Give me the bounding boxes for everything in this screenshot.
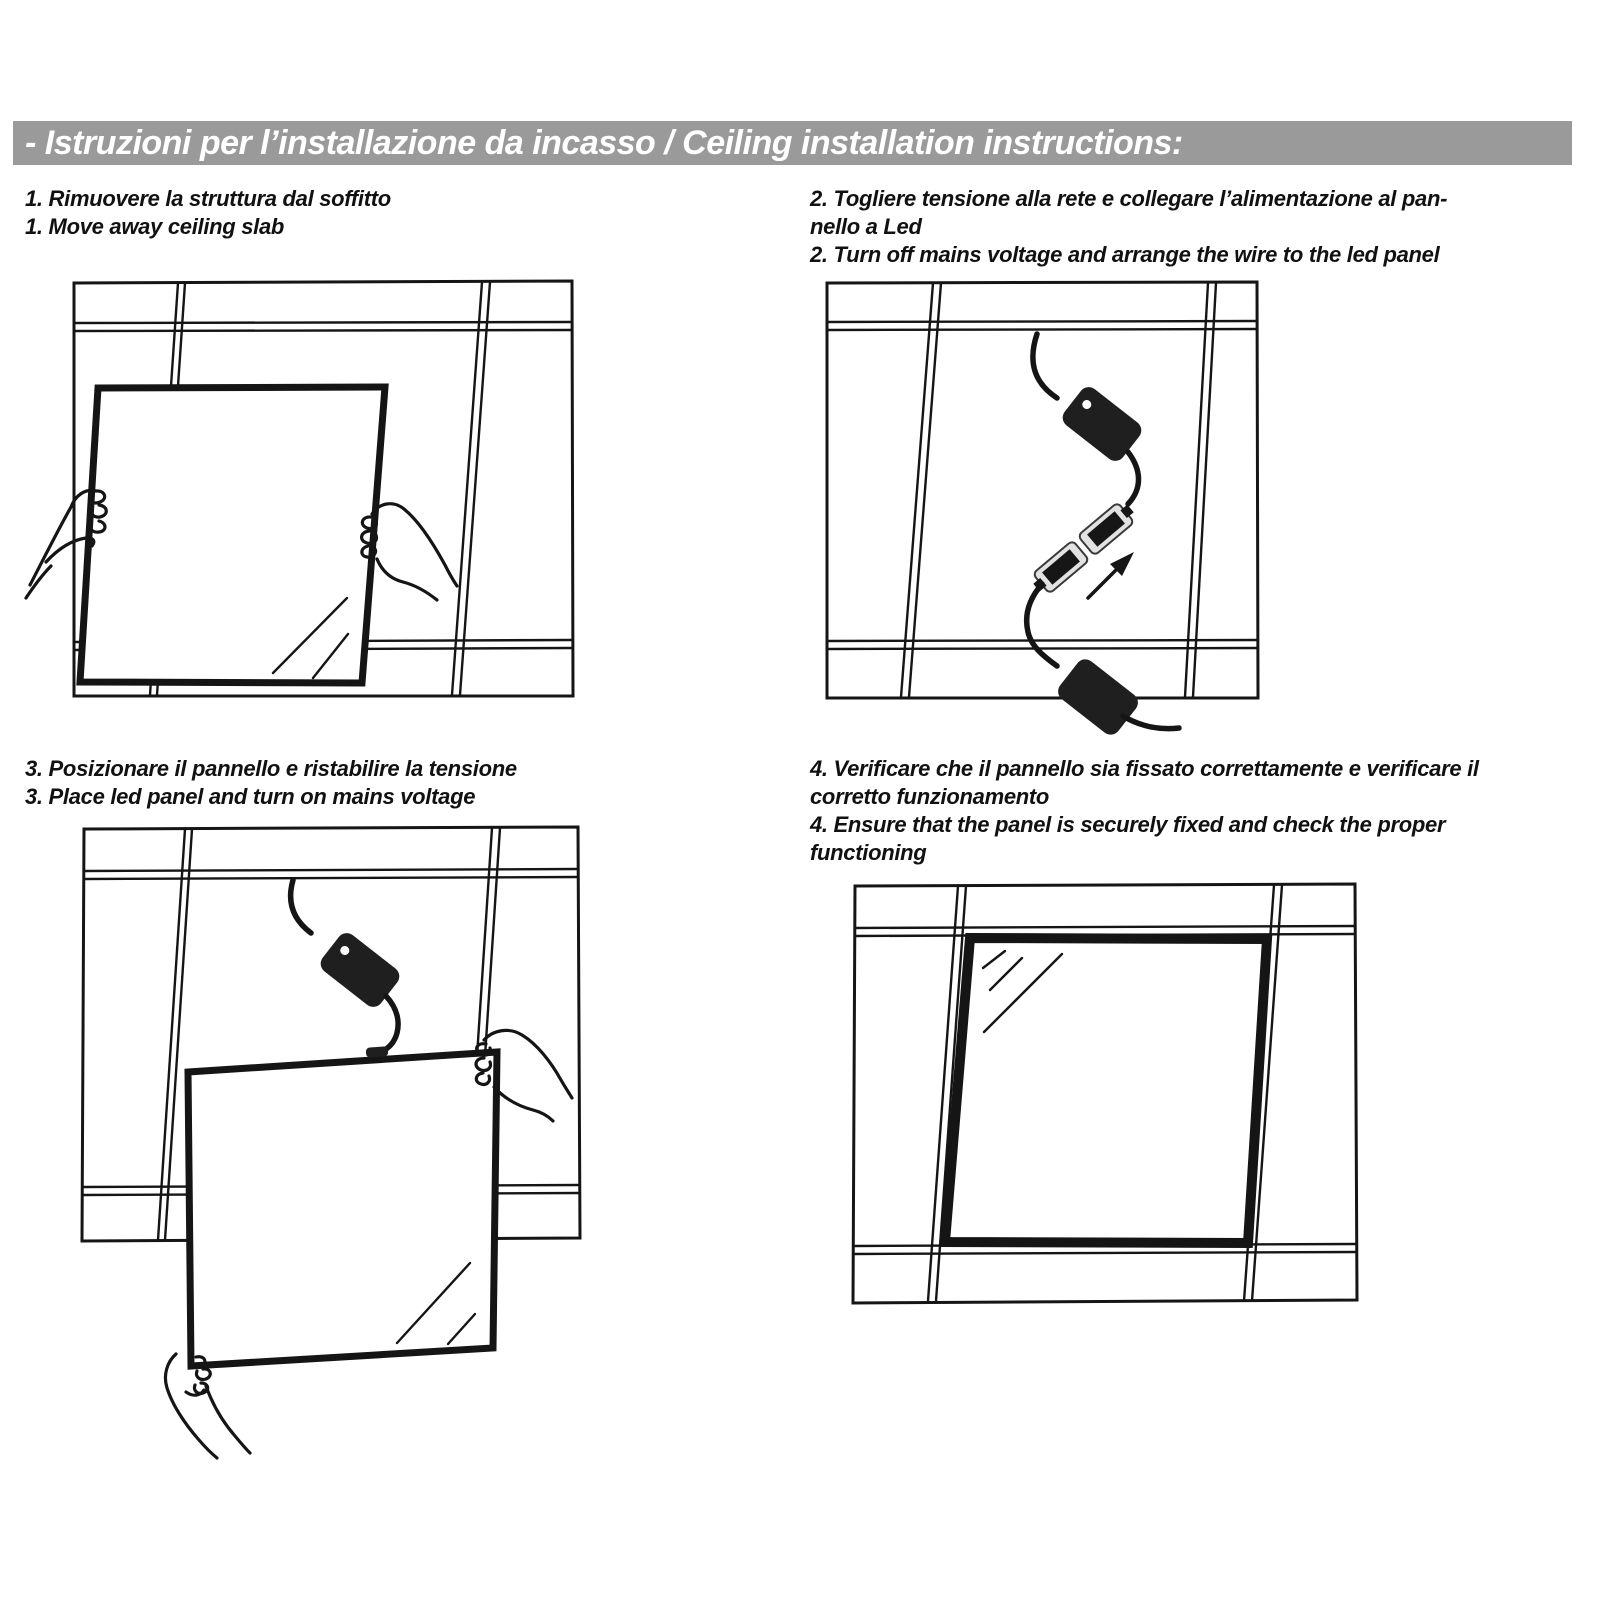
figure-step4-panel-installed [853,884,1357,1303]
step-2-line-it-1: 2. Togliere tensione alla rete e collegare l’alimentazione al pan- [810,186,1448,211]
figure-step1-remove-ceiling-slab [26,281,573,696]
figure-step2-connect-power-wire [827,282,1258,739]
led-panel [188,1052,497,1366]
led-panel [80,387,385,683]
step-3-line-it: 3. Posizionare il pannello e ristabilire la tensione [25,756,517,781]
step-4-line-it-2: corretto funzionamento [810,784,1050,809]
step-1-line-it: 1. Rimuovere la struttura dal soffitto [25,186,391,211]
step-2-line-it-2: nello a Led [810,214,922,239]
step-2-line-en: 2. Turn off mains voltage and arrange the wire to the led panel [810,242,1440,267]
wire-plug-on-panel [366,1046,389,1058]
ceiling-grid-border [827,282,1258,698]
power-wire-tail [1123,716,1179,729]
step-3-line-en: 3. Place led panel and turn on mains voltage [25,784,476,809]
step-4-line-en-2: functioning [810,840,927,865]
step-4-line-en-1: 4. Ensure that the panel is securely fixed and check the proper [810,812,1446,837]
left-hand [165,1354,250,1458]
section-title: - Istruzioni per l’installazione da incasso / Ceiling installation instructions: [25,124,1183,162]
installed-led-panel [945,938,1267,1243]
figure-step3-place-led-panel [82,827,580,1458]
step-1-line-en: 1. Move away ceiling slab [25,214,285,239]
step-4-line-it-1: 4. Verificare che il pannello sia fissato correttamente e verificare il [810,756,1479,781]
